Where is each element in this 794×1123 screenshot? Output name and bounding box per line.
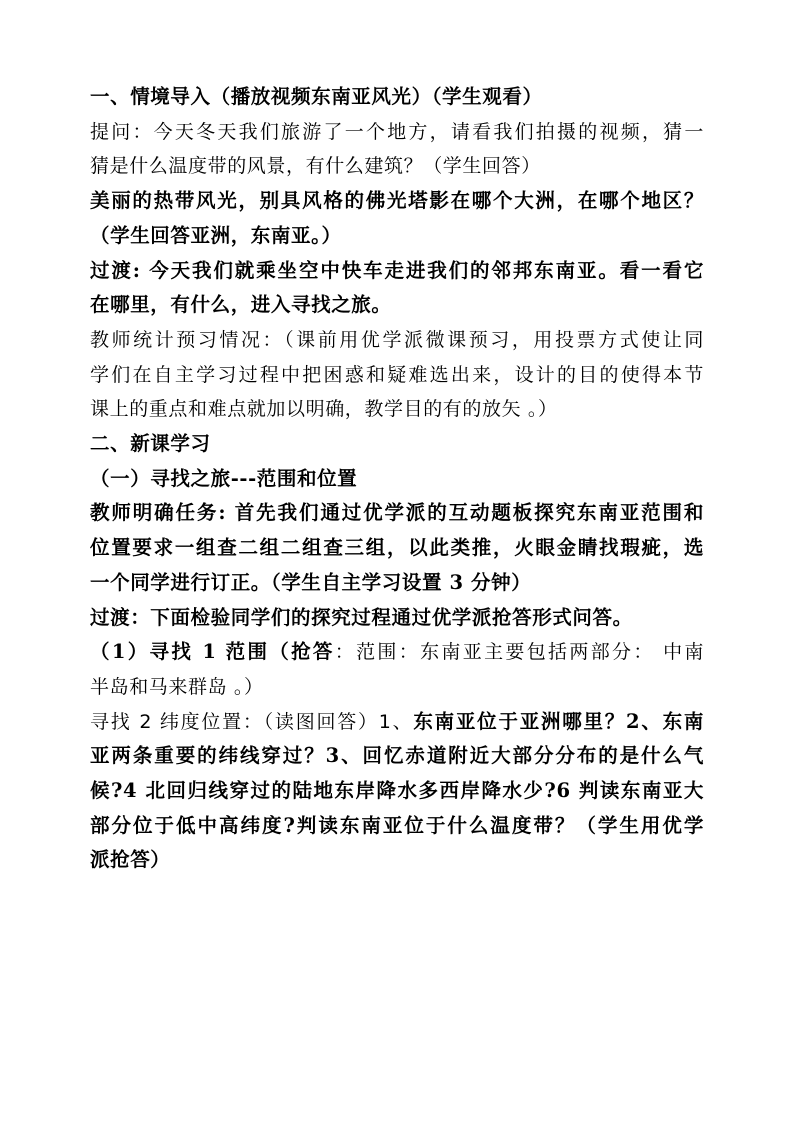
paragraph-line: 亚两条重要的纬线穿过？3、回忆赤道附近大部分分布的是什么气 [90, 744, 704, 768]
section-heading-2: 二、新课学习 [90, 432, 211, 456]
paragraph-line: 候?4 北回归线穿过的陆地东岸降水多西岸降水少?6 判读东南亚大 [90, 779, 704, 803]
paragraph-line: 猜是什么温度带的风景，有什么建筑？（学生回答） [90, 155, 541, 178]
bold-run: （1）寻找 1 范围（抢答 [90, 640, 335, 664]
normal-run: 寻找 2 纬度位置：（读图回答）1、 [90, 710, 414, 733]
paragraph-line: 过渡：下面检验同学们的探究过程通过优学派抢答形式问答。 [90, 605, 633, 629]
paragraph-line-mixed [90, 705, 704, 740]
paragraph-line: 教师明确任务: 首先我们通过优学派的互动题板探究东南亚范围和 [90, 501, 704, 525]
normal-run: ：范围：东南亚主要包括两部分： 中南 [334, 641, 704, 664]
paragraph-line: 部分位于低中高纬度?判读东南亚位于什么温度带？（学生用优学 [90, 813, 704, 837]
bold-run: 东南亚位于亚洲哪里？2、东南 [413, 709, 704, 733]
paragraph-line: 位置要求一组查二组二组查三组，以此类推，火眼金睛找瑕疵，选 [90, 536, 704, 560]
section-heading-1: 一、情境导入（播放视频东南亚风光）（学生观看） [90, 85, 543, 108]
document-page [90, 80, 704, 878]
paragraph-line: 派抢答） [90, 848, 171, 872]
paragraph-line: 过渡: 今天我们就乘坐空中快车走进我们的邻邦东南亚。看一看它 [90, 258, 704, 282]
paragraph-line: （学生回答亚洲，东南亚。） [90, 223, 342, 247]
paragraph-line: 提问：今天冬天我们旅游了一个地方，请看我们拍摄的视频，猜一 [90, 120, 704, 143]
paragraph-line: 学们在自主学习过程中把困惑和疑难选出来，设计的目的使得本节 [90, 363, 704, 386]
paragraph-line: 在哪里，有什么，进入寻找之旅。 [90, 293, 392, 317]
paragraph-line: 教师统计预习情况：（课前用优学派微课预习，用投票方式使让同 [90, 328, 704, 351]
paragraph-line: 美丽的热带风光，别具风格的佛光塔影在哪个大洲，在哪个地区？ [90, 189, 704, 213]
paragraph-line-mixed [90, 635, 704, 670]
subsection-heading: （一）寻找之旅---范围和位置 [90, 466, 358, 490]
paragraph-line: 半岛和马来群岛 。） [90, 675, 264, 698]
paragraph-line: 一个同学进行订正。（学生自主学习设置 3 分钟） [90, 570, 532, 594]
paragraph-line: 课上的重点和难点就加以明确，教学目的有的放矢 。） [90, 398, 558, 421]
